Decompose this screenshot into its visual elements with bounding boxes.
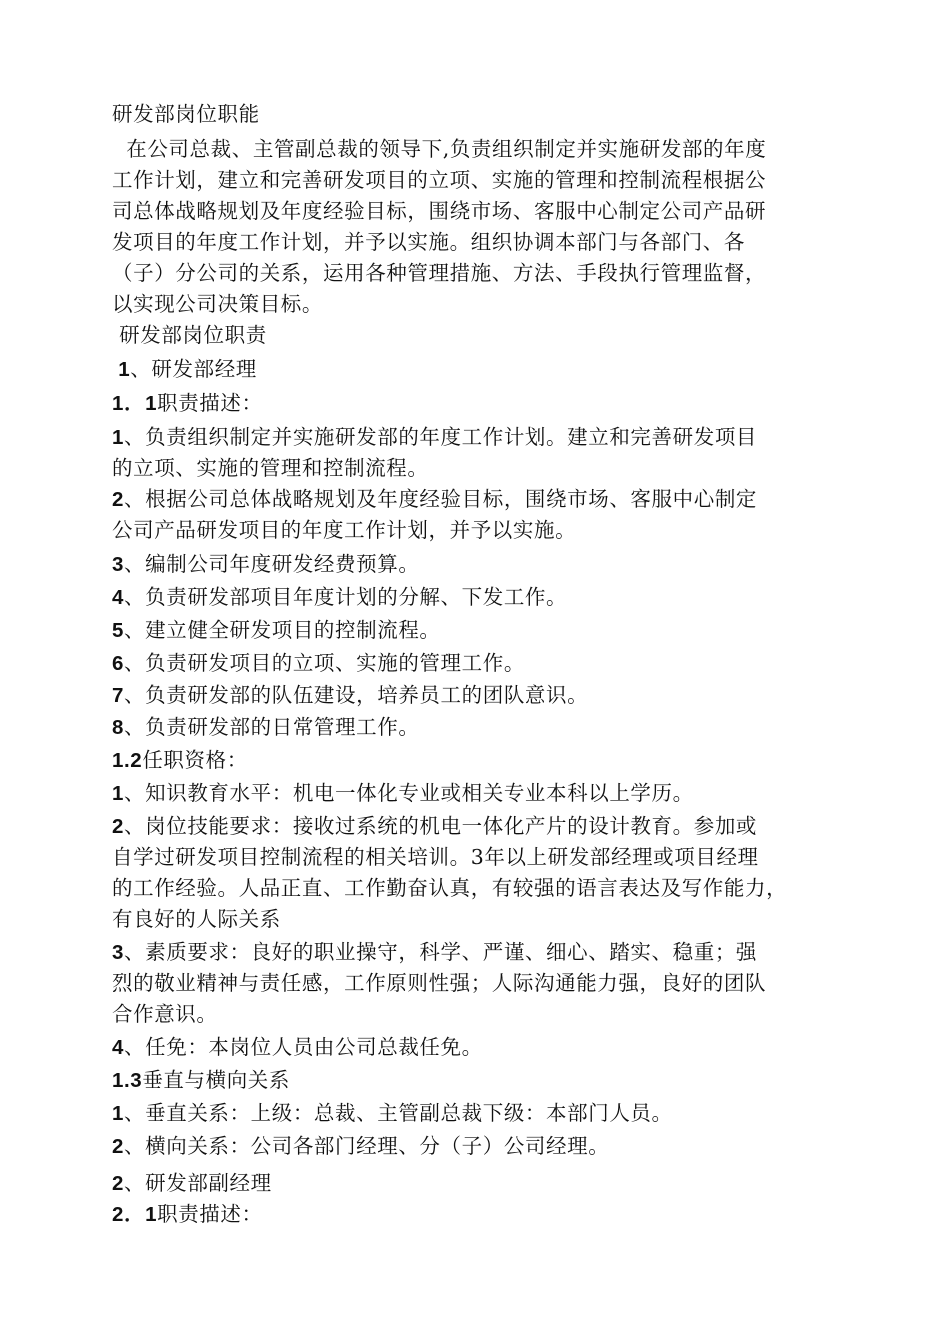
paragraph-line: 工作计划，建立和完善研发项目的立项、实施的管理和控制流程根据公 — [112, 168, 767, 192]
paragraph-line: 司总体战略规划及年度经验目标，围绕市场、客服中心制定公司产品研 — [112, 199, 767, 223]
section-heading: 研发部岗位职责 — [112, 323, 267, 347]
list-item-continuation: 的立项、实施的管理和控制流程。 — [112, 456, 429, 480]
list-item: 2、根据公司总体战略规划及年度经验目标，围绕市场、客服中心制定 — [112, 487, 758, 511]
list-item-continuation: 烈的敬业精神与责任感，工作原则性强；人际沟通能力强，良好的团队 — [112, 971, 767, 995]
list-item: 3、编制公司年度研发经费预算。 — [112, 552, 420, 576]
list-item: 5、建立健全研发项目的控制流程。 — [112, 618, 441, 642]
list-item: 1、垂直关系：上级：总裁、主管副总裁下级：本部门人员。 — [112, 1101, 673, 1125]
doc-title: 研发部岗位职能 — [112, 102, 260, 126]
paragraph-line: 在公司总裁、主管副总裁的领导下,负责组织制定并实施研发部的年度 — [112, 137, 767, 161]
list-item: 1、负责组织制定并实施研发部的年度工作计划。建立和完善研发项目 — [112, 425, 758, 449]
list-item: 2、岗位技能要求：接收过系统的机电一体化产片的设计教育。参加或 — [112, 814, 758, 838]
list-item: 8、负责研发部的日常管理工作。 — [112, 715, 420, 739]
paragraph-line: 以实现公司决策目标。 — [112, 292, 323, 316]
list-item-continuation: 合作意识。 — [112, 1002, 218, 1026]
subsection-heading: 2．1职责描述： — [112, 1202, 263, 1226]
list-item: 7、负责研发部的队伍建设，培养员工的团队意识。 — [112, 683, 589, 707]
list-item-continuation: 公司产品研发项目的年度工作计划，并予以实施。 — [112, 518, 577, 542]
list-item-continuation: 的工作经验。人品正直、工作勤奋认真，有较强的语言表达及写作能力， — [112, 876, 788, 900]
paragraph-line: 发项目的年度工作计划，并予以实施。组织协调本部门与各部门、各 — [112, 230, 745, 254]
list-item: 2、横向关系：公司各部门经理、分（子）公司经理。 — [112, 1134, 610, 1158]
list-item: 1、知识教育水平：机电一体化专业或相关专业本科以上学历。 — [112, 781, 694, 805]
paragraph-line: （子）分公司的关系，运用各种管理措施、方法、手段执行管理监督， — [112, 261, 767, 285]
subsection-heading: 1.2任职资格： — [112, 748, 248, 772]
role-heading: 2、研发部副经理 — [112, 1171, 272, 1195]
list-item: 6、负责研发项目的立项、实施的管理工作。 — [112, 651, 525, 675]
subsection-heading: 1．1职责描述： — [112, 391, 263, 415]
list-item-continuation: 有良好的人际关系 — [112, 907, 281, 931]
subsection-heading: 1.3垂直与横向关系 — [112, 1068, 291, 1092]
list-item: 4、负责研发部项目年度计划的分解、下发工作。 — [112, 585, 568, 609]
list-item-continuation: 自学过研发项目控制流程的相关培训。3年以上研发部经理或项目经理 — [112, 845, 759, 869]
role-heading: 1、研发部经理 — [112, 357, 257, 381]
list-item: 3、素质要求：良好的职业操守，科学、严谨、细心、踏实、稳重；强 — [112, 940, 758, 964]
list-item: 4、任免：本岗位人员由公司总裁任免。 — [112, 1035, 483, 1059]
